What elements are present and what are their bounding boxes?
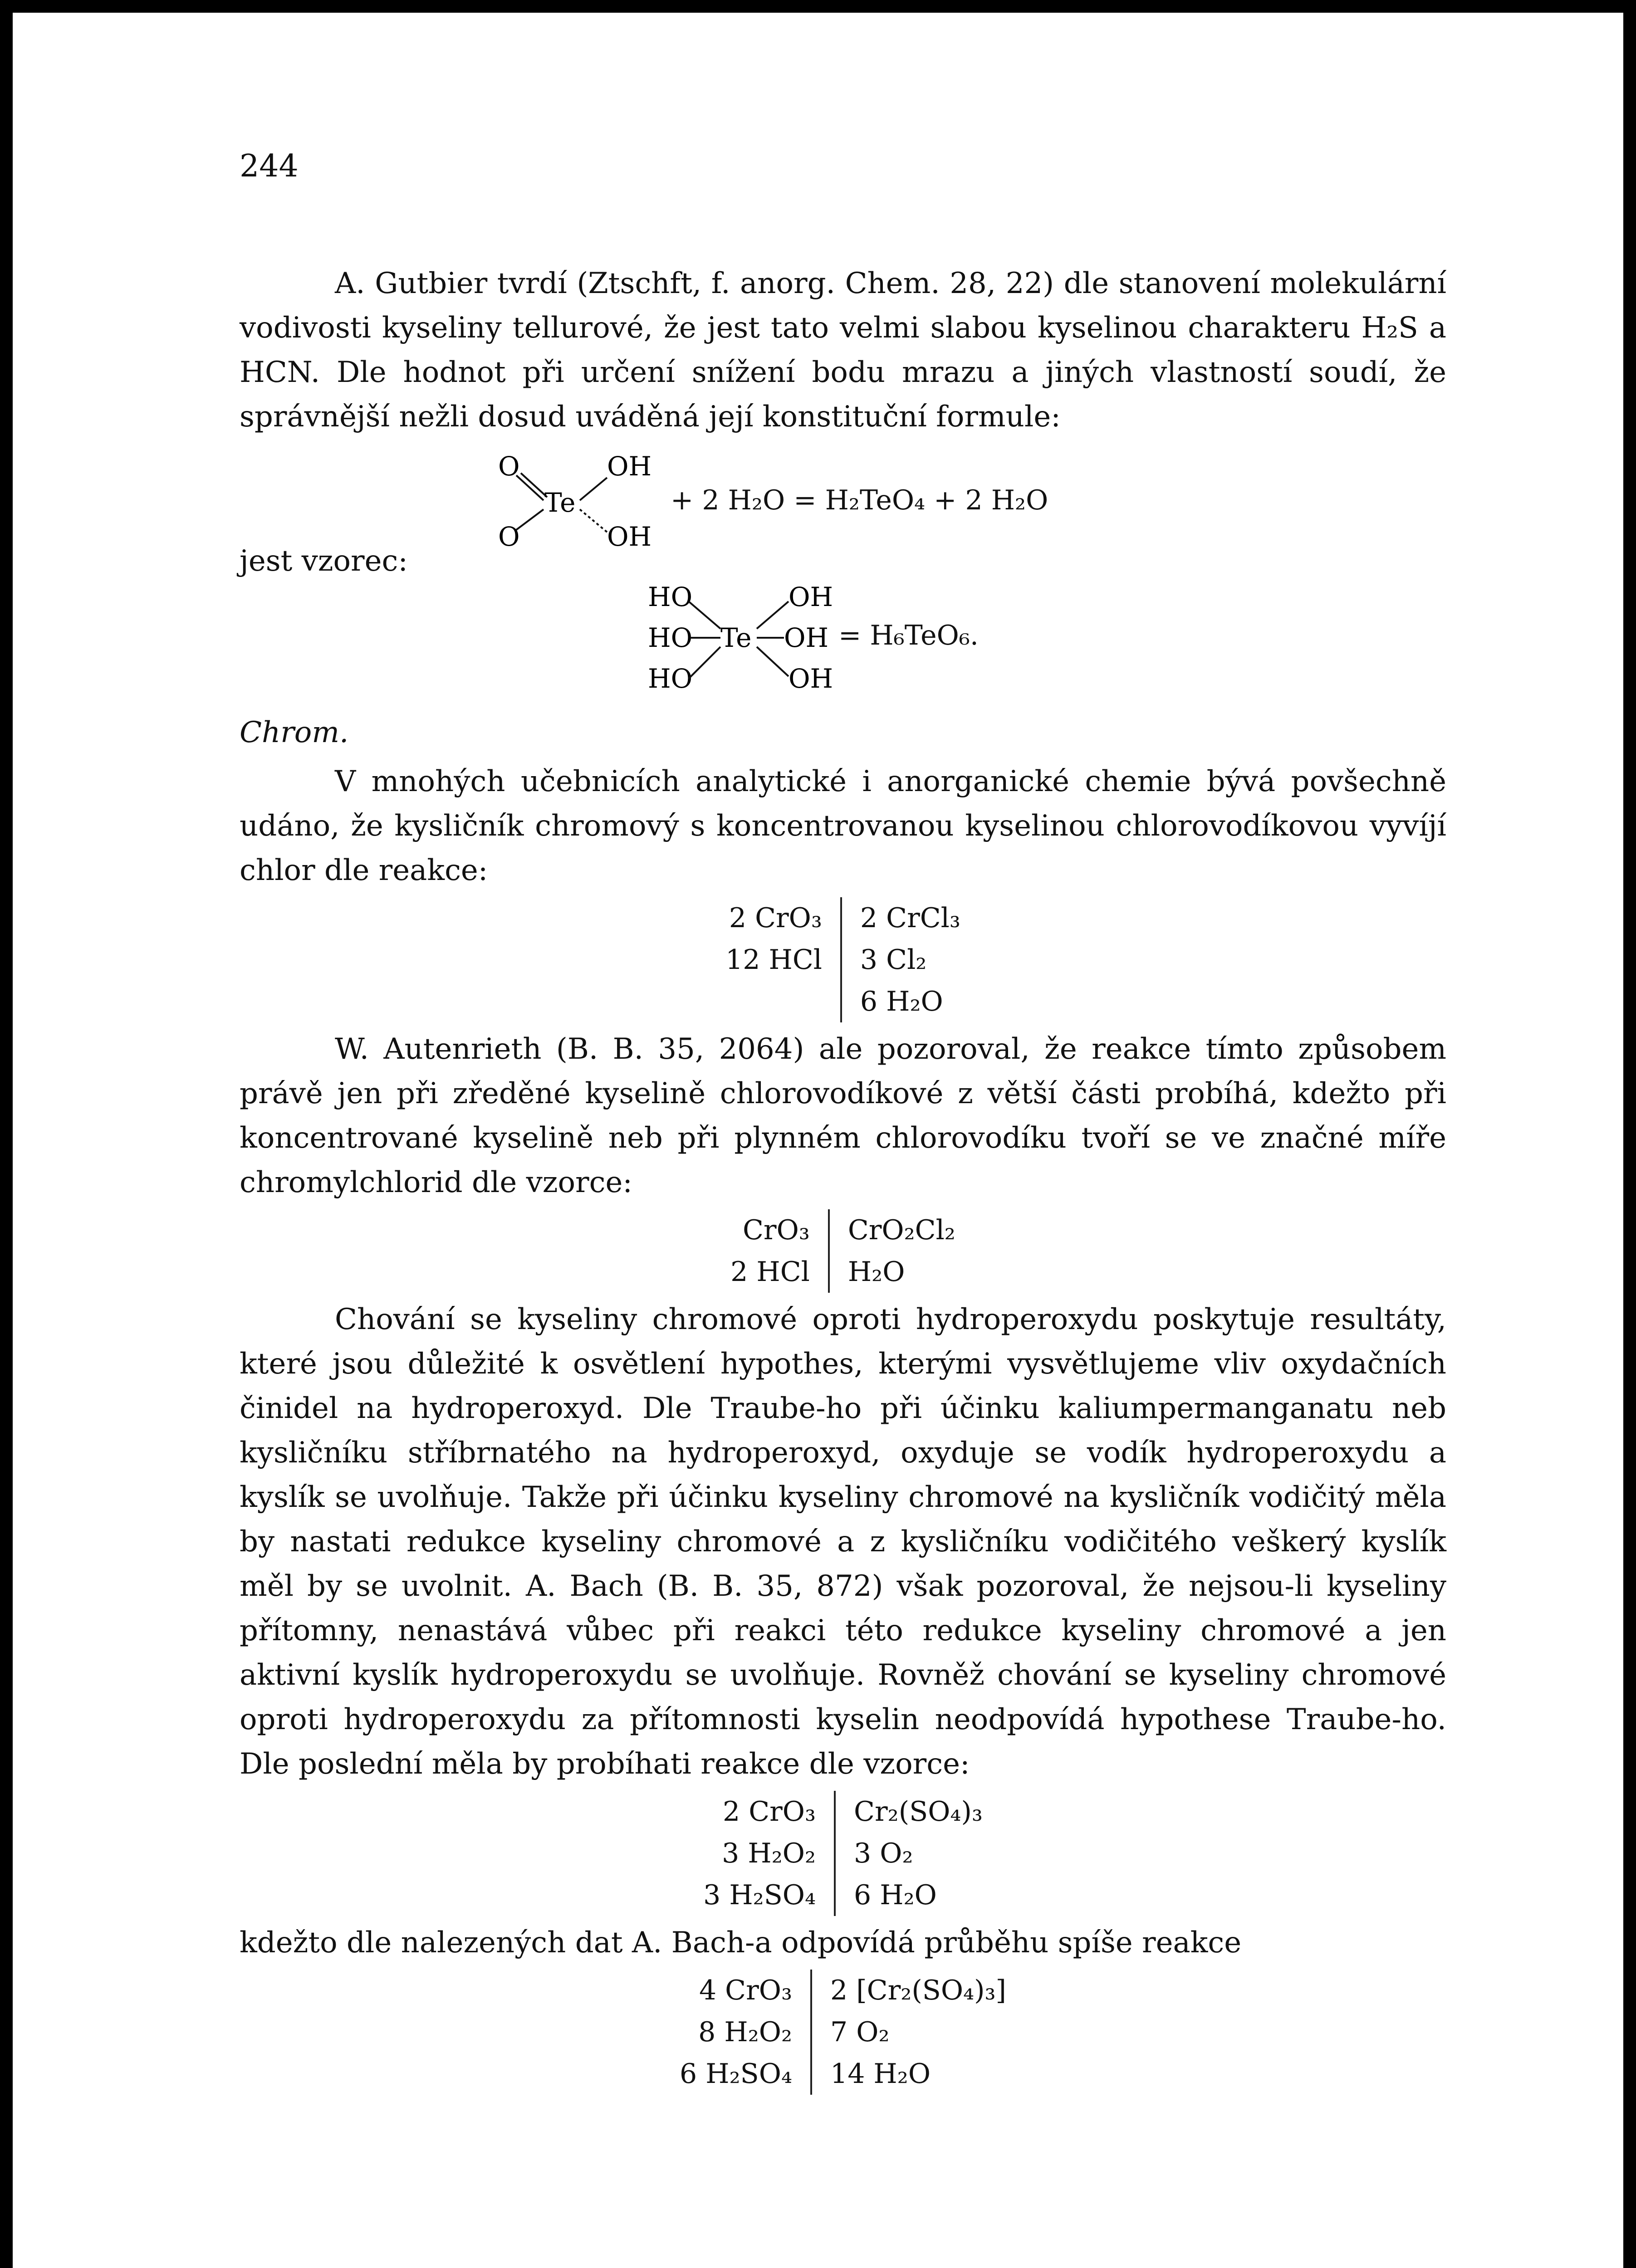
bond-4 bbox=[580, 478, 607, 500]
r3-left-0: 2 CrO₃ bbox=[685, 1791, 835, 1833]
reaction-table-3 bbox=[240, 1791, 1446, 1916]
r1-right-2: 6 H₂O bbox=[860, 986, 943, 1017]
bond-2 bbox=[521, 473, 547, 497]
atom-te: Te bbox=[544, 487, 576, 518]
page-number: 244 bbox=[240, 148, 299, 184]
scanned-sheet bbox=[13, 13, 1623, 2268]
r4-left-0: 4 CrO₃ bbox=[661, 1970, 811, 2011]
structure-diagram-1 bbox=[494, 448, 657, 552]
equation-2: = H₆TeO₆. bbox=[838, 620, 979, 651]
paragraph-autenrieth: W. Autenrieth (B. B. 35, 2064) ale pozoroval, že reakce tímto způsobem právě jen při zředěné kyselině chlorovodíkové z větší části probíhá, kdežto při koncentrované kyselině neb při plynném chlorovodíku tvoří se ve značné míře chromylchlorid dle vzorce: bbox=[240, 1032, 1446, 1199]
bond-1 bbox=[516, 475, 544, 500]
r2-left-1: 2 HCl bbox=[712, 1251, 829, 1293]
section-heading-chrom: Chrom. bbox=[240, 716, 349, 749]
r1-left-2 bbox=[707, 981, 841, 1022]
reaction-table-4 bbox=[240, 1970, 1446, 2095]
paragraph-hydroperoxyd: Chování se kyseliny chromové oproti hydroperoxydu poskytuje resultáty, které jsou důležité k osvětlení hypothes, kterými vysvětlujeme vliv oxydačních činidel na hydroperoxyd. Dle Traube-ho při účinku kaliumpermanganatu neb kysličníku stříbrnatého na hydroperoxyd, oxyduje se vodík hydroperoxydu a kyslík se uvolňuje. Takže při účinku kyseliny chromové na kysličník vodičitý měla by nastati redukce kyseliny chromové a z kysličníku vodičitého veškerý kyslík měl by se uvolnit. A. Bach (B. B. 35, 872) však pozoroval, že nejsou-li kyseliny přítomny, nenastává vůbec při reakci této redukce kyseliny chromové a jen aktivní kyslík hydroperoxydu se uvolňuje. Rovněž chování se kyseliny chromové oproti hydroperoxydu za přítomnosti kyselin neodpovídá hypothese Traube-ho. Dle poslední měla by probíhati reakce dle vzorce: bbox=[240, 1303, 1446, 1781]
atom-te-2: Te bbox=[720, 622, 752, 653]
r3-right-0: Cr₂(SO₄)₃ bbox=[854, 1796, 983, 1828]
bond-5 bbox=[580, 509, 607, 532]
atom-oh-1: OH bbox=[789, 582, 833, 612]
r4-right-2: 14 H₂O bbox=[830, 2058, 931, 2090]
bond-8 bbox=[689, 647, 720, 679]
reaction-3 bbox=[685, 1791, 1001, 1916]
atom-oh-top: OH bbox=[607, 451, 652, 482]
r3-right-1: 3 O₂ bbox=[854, 1838, 913, 1869]
r1-left-0: 2 CrO₃ bbox=[707, 897, 841, 939]
paragraph-bach: kdežto dle nalezených dat A. Bach-a odpovídá průběhu spíše reakce bbox=[240, 1926, 1242, 1960]
atom-oh-bottom: OH bbox=[607, 521, 652, 552]
atom-ho-1: HO bbox=[648, 582, 693, 612]
r3-left-1: 3 H₂O₂ bbox=[685, 1833, 835, 1874]
jest-vzorec-label: jest vzorec: bbox=[240, 544, 408, 578]
r1-left-1: 12 HCl bbox=[707, 939, 841, 981]
reaction-table-2 bbox=[240, 1209, 1446, 1293]
paragraph-gutbier: A. Gutbier tvrdí (Ztschft, f. anorg. Chem. 28, 22) dle stanovení molekulární vodivosti kyseliny tellurové, že jest tato velmi slabou kyselinou charakteru H₂S a HCN. Dle hodnot při určení snížení bodu mrazu a jiných vlastností soudí, že správnější nežli dosud uváděná její konstituční formule: bbox=[240, 267, 1446, 434]
r4-right-1: 7 O₂ bbox=[830, 2016, 890, 2048]
r2-right-1: H₂O bbox=[847, 1256, 905, 1288]
reaction-1 bbox=[707, 897, 979, 1022]
atom-o-top: O bbox=[498, 451, 520, 482]
equation-1: + 2 H₂O = H₂TeO₄ + 2 H₂O bbox=[671, 484, 1048, 516]
r4-right-0: 2 [Cr₂(SO₄)₃] bbox=[830, 1975, 1006, 2006]
reaction-table-1 bbox=[240, 897, 1446, 1022]
r4-left-1: 8 H₂O₂ bbox=[661, 2011, 811, 2053]
reaction-2 bbox=[712, 1209, 974, 1293]
r2-right-0: CrO₂Cl₂ bbox=[847, 1214, 955, 1246]
reaction-4 bbox=[661, 1970, 1024, 2095]
r3-left-2: 3 H₂SO₄ bbox=[685, 1874, 835, 1916]
atom-oh-2: OH bbox=[784, 622, 829, 653]
bond-3 bbox=[516, 509, 544, 530]
atom-oh-3: OH bbox=[789, 663, 833, 694]
atom-o-bottom: O bbox=[498, 521, 520, 552]
r1-right-1: 3 Cl₂ bbox=[860, 944, 927, 976]
r1-right-0: 2 CrCl₃ bbox=[860, 902, 960, 934]
atom-ho-2: HO bbox=[648, 622, 693, 653]
paragraph-chrom-intro: V mnohých učebnicích analytické i anorganické chemie bývá povšechně udáno, že kysličník chromový s koncentrovanou kyselinou chlorovodíkovou vyvíjí chlor dle reakce: bbox=[240, 765, 1446, 887]
r3-right-2: 6 H₂O bbox=[854, 1879, 937, 1911]
bond-6 bbox=[689, 601, 720, 629]
r4-left-2: 6 H₂SO₄ bbox=[661, 2053, 811, 2095]
formula-tellurium-acid-structure bbox=[240, 448, 1446, 552]
formula-orthotelluric-structure bbox=[240, 574, 1446, 697]
page-content bbox=[240, 144, 1446, 2099]
atom-ho-3: HO bbox=[648, 663, 693, 694]
r2-left-0: CrO₃ bbox=[712, 1209, 829, 1251]
